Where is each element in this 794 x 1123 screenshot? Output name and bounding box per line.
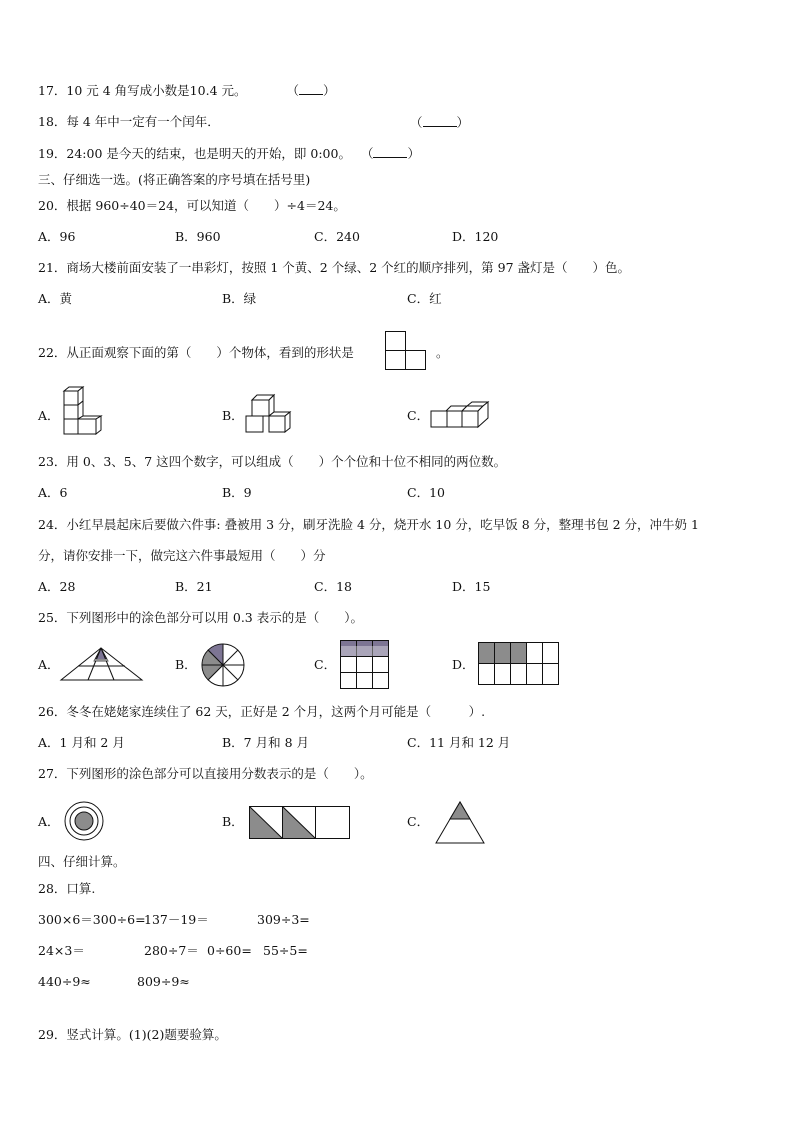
- section-4-heading: 四、仔细计算。: [38, 854, 126, 869]
- section-3-heading: 三、仔细选一选。(将正确答案的序号填在括号里): [38, 172, 311, 187]
- mental-math-item: 0÷60=: [207, 943, 252, 958]
- front-view-shape-figure: [385, 331, 427, 371]
- q25-option-c[interactable]: C．: [314, 657, 337, 672]
- answer-blank-17[interactable]: [299, 82, 323, 95]
- q26-option-a[interactable]: A．1 月和 2 月: [38, 735, 125, 750]
- q22-cube-stack-a[interactable]: [60, 387, 102, 443]
- question-27-stem: 27．下列图形的涂色部分可以直接用分数表示的是（ ）。: [38, 766, 373, 781]
- q27-option-c[interactable]: C．: [407, 814, 430, 829]
- mental-math-item: 280÷7＝: [144, 943, 199, 958]
- q25-shaded-circle-figure[interactable]: [201, 643, 246, 688]
- q21-option-b[interactable]: B．绿: [222, 291, 257, 306]
- q23-option-c[interactable]: C．10: [407, 485, 445, 500]
- q22-cube-stack-b[interactable]: [244, 394, 292, 438]
- q27-option-a[interactable]: A．: [38, 814, 60, 829]
- question-19: [38, 145, 420, 162]
- question-25-stem: 25．下列图形中的涂色部分可以用 0.3 表示的是（ ）。: [38, 610, 363, 625]
- q24-option-a[interactable]: A．28: [38, 579, 76, 594]
- question-21-stem: 21．商场大楼前面安装了一串彩灯，按照 1 个黄、2 个绿、2 个红的顺序排列，第 97 盏灯是（ ）色。: [38, 260, 631, 275]
- q26-option-b[interactable]: B．7 月和 8 月: [222, 735, 310, 750]
- q27-shaded-rectangles-figure[interactable]: [249, 806, 351, 840]
- question-19-text: 19．24:00 是今天的结束，也是明天的开始，即 0:00。: [38, 146, 351, 161]
- q22-option-a[interactable]: A．: [38, 408, 60, 423]
- q27-option-b[interactable]: B．: [222, 814, 244, 829]
- q20-option-d[interactable]: D．120: [452, 229, 499, 244]
- question-29-title: 29．竖式计算。(1)(2)题要验算。: [38, 1027, 227, 1042]
- mental-math-item: 300×6＝300÷6=: [38, 912, 146, 927]
- question-22-stem: [38, 345, 354, 361]
- q20-option-a[interactable]: A．96: [38, 229, 76, 244]
- question-17: [38, 82, 336, 99]
- q24-option-d[interactable]: D．15: [452, 579, 491, 594]
- q27-concentric-circles-figure[interactable]: [64, 802, 106, 842]
- q25-shaded-grid-3x3-figure[interactable]: [340, 640, 390, 690]
- question-20-stem: 20．根据 960÷40＝24，可以知道（ ）÷4＝24。: [38, 198, 346, 213]
- question-26-stem: 26．冬冬在姥姥家连续住了 62 天，正好是 2 个月，这两个月可能是（ ）.: [38, 704, 486, 719]
- q25-shaded-strip-2x5-figure[interactable]: [478, 642, 560, 686]
- answer-paren-18: （ ）: [410, 115, 470, 130]
- q27-shaded-triangle-figure[interactable]: [435, 801, 487, 845]
- q24-option-c[interactable]: C．18: [314, 579, 352, 594]
- q22-option-b[interactable]: B．: [222, 408, 244, 423]
- q21-option-c[interactable]: C．红: [407, 291, 442, 306]
- mental-math-item: 55÷5=: [263, 943, 308, 958]
- q26-option-c[interactable]: C．11 月和 12 月: [407, 735, 511, 750]
- q22-cube-stack-c[interactable]: [430, 401, 490, 431]
- question-23-stem: 23．用 0、3、5、7 这四个数字，可以组成（ ）个个位和十位不相同的两位数。: [38, 454, 507, 469]
- question-18-text: 18．每 4 年中一定有一个闰年．: [38, 114, 220, 129]
- question-22-text: 22．从正面观察下面的第（ ）个物体，看到的形状是: [38, 345, 354, 360]
- question-18: [38, 114, 470, 130]
- q23-option-b[interactable]: B．9: [222, 485, 252, 500]
- answer-paren-19: （ ）: [360, 146, 420, 161]
- question-24-stem-line1: 24．小红早晨起床后要做六件事: 叠被用 3 分，刷牙洗脸 4 分，烧开水 10 分，吃早饭 8 分，整理书包 2 分，冲牛奶 1: [38, 517, 699, 532]
- answer-blank-18[interactable]: [423, 114, 457, 127]
- q20-option-b[interactable]: B．960: [175, 229, 221, 244]
- q24-option-b[interactable]: B．21: [175, 579, 213, 594]
- mental-math-item: 137－19＝: [144, 912, 209, 927]
- q20-option-c[interactable]: C．240: [314, 229, 360, 244]
- question-24-stem-line2: 分，请你安排一下，做完这六件事最短用（ ）分: [38, 548, 326, 563]
- q25-option-d[interactable]: D．: [452, 657, 475, 672]
- q25-option-b[interactable]: B．: [175, 657, 197, 672]
- q25-shaded-triangle-figure[interactable]: [61, 647, 143, 681]
- answer-blank-19[interactable]: [373, 145, 407, 158]
- answer-paren-17: （ ）: [286, 83, 336, 98]
- q22-option-c[interactable]: C．: [407, 408, 430, 423]
- mental-math-item: 309÷3=: [257, 912, 310, 927]
- mental-math-item: 440÷9≈: [38, 974, 91, 989]
- q23-option-a[interactable]: A．6: [38, 485, 68, 500]
- question-22-end: 。: [436, 345, 449, 360]
- question-17-text: 17．10 元 4 角写成小数是10.4 元。: [38, 83, 247, 98]
- q25-option-a[interactable]: A．: [38, 657, 60, 672]
- question-28-title: 28．口算.: [38, 881, 96, 896]
- q21-option-a[interactable]: A．黄: [38, 291, 73, 306]
- mental-math-item: 809÷9≈: [137, 974, 190, 989]
- mental-math-item: 24×3＝: [38, 943, 85, 958]
